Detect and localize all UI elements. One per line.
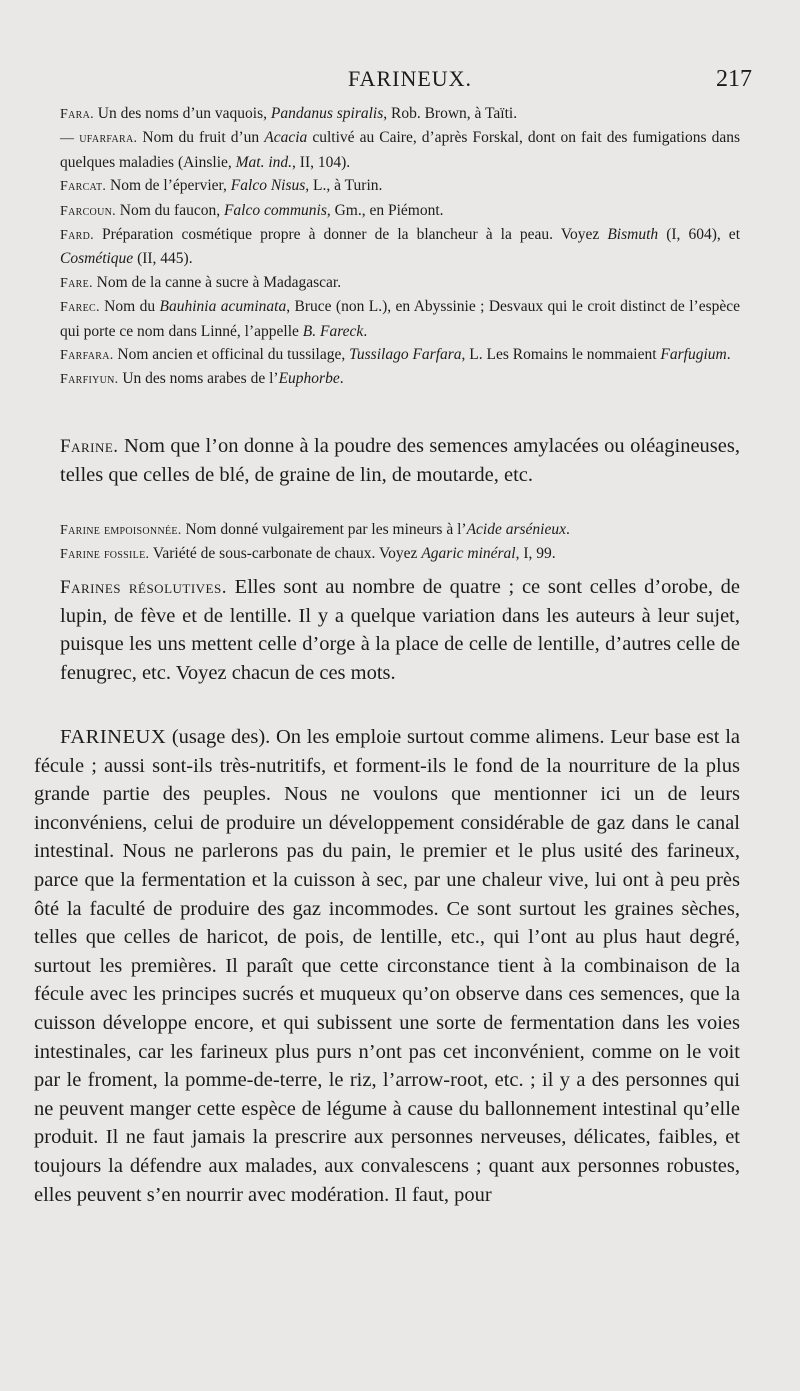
dictionary-entry (60, 126, 740, 174)
entry-farine (60, 432, 740, 489)
dictionary-entries-mid (60, 518, 740, 567)
entry-text: (I, 604), et (658, 226, 740, 244)
dictionary-entry (60, 542, 740, 566)
entry-italic-term: B. Fareck (302, 322, 364, 340)
dictionary-entry (60, 271, 740, 295)
entry-italic-term: Bismuth (607, 226, 659, 244)
entry-text: , Bruce (non L.), en Abyssinie ; Desvaux qui le croit distinct de l’espèce qui porte ce nom dans Linné, l’appelle (60, 298, 740, 340)
entry-text: Nom que l’on donne à la poudre des semences amylacées ou oléagineuses, telles que celles de blé, de graine de lin, de moutarde, etc. (60, 435, 740, 487)
entry-headword: — ufarfara. (60, 131, 138, 147)
entry-text: Nom du (99, 298, 160, 316)
dictionary-entry (60, 367, 740, 391)
entry-text: Nom de la canne à sucre à Madagascar. (92, 273, 342, 291)
dictionary-entry (60, 199, 740, 223)
entry-italic-term: Falco Nisus (230, 177, 306, 195)
entry-italic-term: Cosmétique (60, 250, 134, 268)
dictionary-entry (60, 223, 740, 271)
entry-text: Un des noms arabes de l’ (118, 370, 279, 388)
entry-italic-term: Farfugium (660, 346, 727, 364)
entry-italic-term: Mat. ind. (235, 153, 293, 171)
entry-text: , I, 99. (515, 545, 556, 563)
entry-headword: Farines résolutives. (60, 577, 227, 598)
entry-headword: Farine fossile. (60, 547, 150, 563)
entry-headword: Farcoun. (60, 203, 116, 219)
entry-headword: Fara. (60, 107, 94, 122)
dictionary-entry (60, 174, 740, 198)
entry-headword: Farcat. (60, 179, 107, 195)
entry-text: Nom de l’épervier, (106, 177, 231, 195)
entry-italic-term: Pandanus spiralis (270, 105, 384, 122)
entry-text: , Gm., en Piémont. (326, 201, 444, 219)
entry-text: Nom donné vulgairement par les mineurs à l’ (181, 521, 467, 538)
entry-headword: Farine empoisonnée. (60, 523, 182, 538)
dictionary-entry (60, 518, 740, 542)
entry-text: (usage des). On les emploie surtout comme alimens. Leur base est la fécule ; aussi sont-ils très-nutritifs, et forment-ils le fond de la nourriture de la plus grande partie des peuples. Nous ne voulons que mentionner ici un de leurs inconvéniens, celui de produire un développement considérable de gaz dans le canal intestinal. Nous ne parlerons pas du pain, le premier et le plus usité des farineux, parce que la fermentation et la cuisson à sec, par une chaleur vive, lui ont à peu près ôté la faculté de produire des gaz incommodes. Ce sont surtout les graines sèches, telles que celles de haricot, de pois, de lentille, etc., qui l’ont au plus haut degré, surtout les premières. Il paraît que cette circonstance tient à la combinaison de la fécule avec les principes sucrés et muqueux qu’on observe dans ces semences, que la cuisson développe encore, et qui subissent une sorte de fermentation dans les voies intestinales, car les farineux plus purs n’ont pas cet inconvénient, comme on le voit par le froment, la pomme-de-terre, le riz, l’arrow-root, etc. ; il y a des personnes qui ne peuvent manger cette espèce de légume à cause du ballonnement intestinal qu’elle produit. Il ne faut jamais la prescrire aux personnes nerveuses, délicates, faibles, et toujours la défendre aux malades, aux convalescens ; quant aux personnes robustes, elles peuvent s’en nourrir avec modération. Il faut, pour (34, 726, 740, 1206)
entry-text: , Rob. Brown, à Taïti. (383, 105, 518, 122)
entry-text: Préparation cosmétique propre à donner de la blancheur à la peau. Voyez (93, 226, 608, 244)
entry-headword: Farfara. (60, 348, 114, 364)
entry-text: Elles sont au nombre de quatre ; ce sont celles d’orobe, de lupin, de fève et de lentille. Il y a quelque variation dans les auteurs à leur sujet, puisque les uns mettent celle d’orge à la place de celle de lentille, d’autres celle de fenugrec, etc. Voyez chacun de ces mots. (60, 576, 740, 684)
entry-headword: FARINEUX (60, 726, 167, 748)
entry-text: . (339, 370, 344, 388)
entry-text: (II, 445). (133, 250, 193, 268)
dictionary-entries-top (60, 102, 740, 392)
entry-italic-term: Agaric minéral (421, 545, 516, 563)
entry-text: . (565, 521, 570, 538)
entry-text: . (726, 346, 731, 364)
dictionary-entry (60, 343, 740, 367)
entry-text: Nom du fruit d’un (137, 129, 265, 147)
entry-italic-term: Acacia (264, 129, 308, 147)
entry-text: Un des noms d’un vaquois, (93, 105, 271, 122)
running-head: FARINEUX. (347, 66, 473, 91)
entry-italic-term: Bauhinia acuminata (159, 298, 287, 316)
entry-text: . (363, 322, 368, 340)
entry-text: Nom du faucon, (115, 201, 224, 219)
page-number: 217 (716, 66, 752, 92)
entry-headword: Fard. (60, 228, 94, 244)
dictionary-entry (60, 295, 740, 343)
entry-text: , II, 104). (292, 153, 351, 171)
dictionary-entry (60, 102, 740, 126)
entry-italic-term: Euphorbe (278, 370, 340, 388)
entry-italic-term: Falco communis (223, 201, 327, 219)
entry-italic-term: Acide arsénieux (466, 521, 566, 538)
entry-farineux (34, 723, 740, 1209)
entry-headword: Farfiyun. (60, 372, 119, 388)
entry-text: Nom ancien et officinal du tussilage, (113, 346, 350, 364)
entry-headword: Fare. (60, 275, 93, 291)
page-header (60, 66, 760, 100)
entry-farines-resolutives (60, 573, 740, 687)
entry-headword: Farine. (60, 436, 119, 457)
entry-text: cultivé au Caire, d’après Forskal, dont on fait des fumigations dans quelques maladies (Ainslie, (60, 129, 740, 171)
entry-headword: Farec. (60, 300, 100, 316)
entry-text: , L., à Turin. (305, 177, 383, 195)
entry-text: , L. Les Romains le nommaient (461, 346, 661, 364)
entry-italic-term: Tussilago Farfara (349, 346, 462, 364)
entry-text: Variété de sous-carbonate de chaux. Voyez (149, 545, 422, 563)
